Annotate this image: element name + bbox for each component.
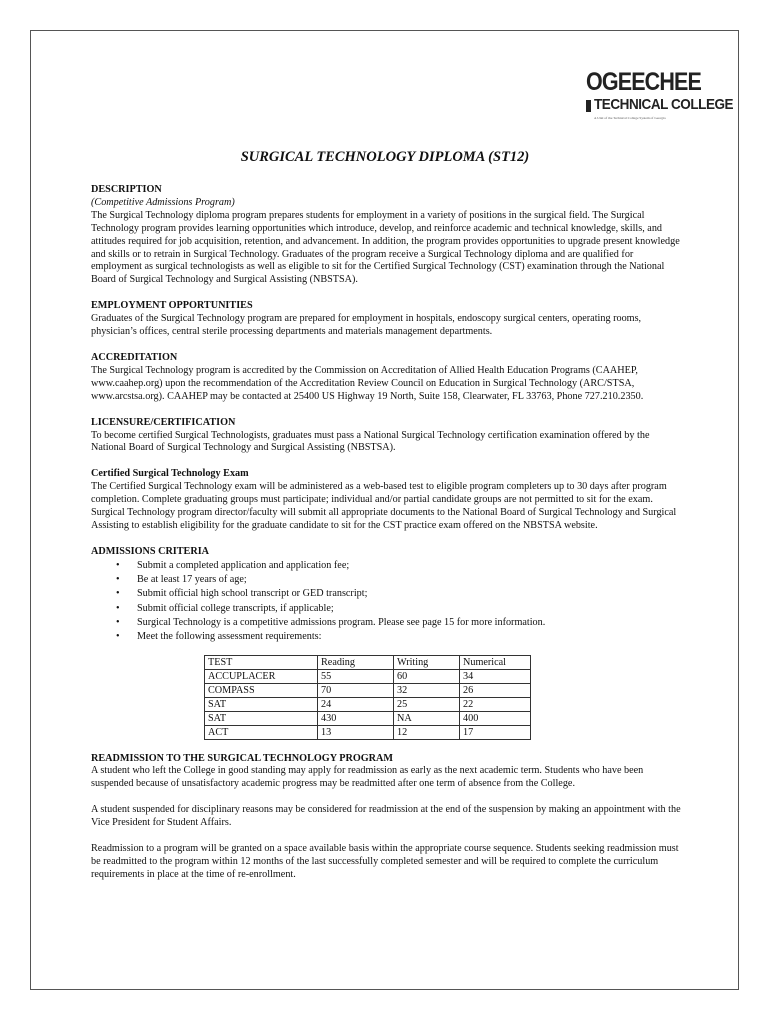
table-cell: 34 [460,669,531,683]
table-cell: NA [394,711,460,725]
table-cell: COMPASS [205,683,318,697]
list-item-text: Surgical Technology is a competitive admissions program. Please see page 15 for more information. [137,616,546,628]
table-cell: 26 [460,683,531,697]
licensure-text: To become certified Surgical Technologists, graduates must pass a National Surgical Technology certification examination offered by the National Board of Surgical Technology and Surgical Assisting (NBSTSA). [91,429,650,454]
list-item-text: Submit official college transcripts, if applicable; [137,602,334,614]
exam-heading: Certified Surgical Technology Exam [91,468,249,480]
description-heading: DESCRIPTION [91,184,162,195]
table-cell: 70 [318,683,394,697]
table-cell: 400 [460,711,531,725]
document-title: SURGICAL TECHNOLOGY DIPLOMA (ST12) [240,149,530,165]
table-header: Reading [318,655,394,669]
table-cell: 22 [460,697,531,711]
table-row [205,711,531,725]
bullet-icon: • [116,602,120,614]
table-cell: 32 [394,683,460,697]
readmission-paragraph-1: A student who left the College in good standing may apply for readmission as early as the next academic term. Students who have been suspended because of unsatisfactory academic progress may be readmitted after one term of absence from the College. [91,765,644,790]
bullet-icon: • [116,588,120,600]
bullet-icon: • [116,559,120,571]
list-item-text: Submit a completed application and application fee; [137,559,350,571]
readmission-heading: READMISSION TO THE SURGICAL TECHNOLOGY PROGRAM [91,752,394,764]
list-item [91,616,683,630]
exam-text: The Certified Surgical Technology exam will be administered as a web-based test to eligible program completers up to 30 days after program completion. Complete graduating groups must participate; individual and/or partial candidate groups are not permitted to sit for the exam. Surgical Technology program director/faculty will submit all appropriate documents to the National Board of Surgical Technology and Surgical Assisting to establish eligibility for the graduate candidate to sit for the CST practice exam offered on the NBSTSA website. [91,481,677,531]
list-item [91,573,683,587]
table-cell: SAT [205,711,318,725]
list-item [91,630,683,644]
admissions-list [91,559,683,645]
list-item-text: Meet the following assessment requirements: [137,631,322,643]
accreditation-heading: ACCREDITATION [91,351,178,363]
table-header: Numerical [460,655,531,669]
table-cell: 13 [318,725,394,739]
table-cell: 24 [318,697,394,711]
assessment-table [204,655,531,740]
logo-tagline: A Unit of the Technical College System of Georgia [594,116,666,120]
licensure-heading: LICENSURE/CERTIFICATION [91,416,236,428]
table-cell: 25 [394,697,460,711]
logo-bar [586,100,591,112]
table-cell: ACT [205,725,318,739]
college-logo [586,68,734,132]
bullet-icon: • [116,574,120,586]
list-item [91,602,683,616]
logo-line-1: OGEECHEE [586,68,701,96]
description-subheading: (Competitive Admissions Program) [91,196,235,208]
list-item-text: Be at least 17 years of age; [137,574,247,586]
readmission-paragraph-2: A student suspended for disciplinary reasons may be considered for readmission at the end of the suspension by making an appointment with the Vice President for Student Affairs. [91,804,681,829]
employment-heading: EMPLOYMENT OPPORTUNITIES [91,300,253,312]
table-cell: 60 [394,669,460,683]
table-header-row [205,655,531,669]
table-cell: 430 [318,711,394,725]
table-cell: ACCUPLACER [205,669,318,683]
table-row [205,669,531,683]
table-cell: 55 [318,669,394,683]
admissions-heading: ADMISSIONS CRITERIA [91,545,210,557]
table-row [205,683,531,697]
table-cell: 12 [394,725,460,739]
table-cell: SAT [205,697,318,711]
list-item [91,587,683,601]
list-item [91,559,683,573]
table-cell: 17 [460,725,531,739]
table-header: Writing [394,655,460,669]
readmission-paragraph-3: Readmission to a program will be granted on a space available basis within the appropriate course sequence. Students seeking readmission must be readmitted to the program within 12 months of the last successfully completed semester and will be required to complete the curriculum requirements in place at the time of re-enrollment. [91,843,679,880]
bullet-icon: • [116,616,120,628]
bullet-icon: • [116,631,120,643]
employment-text: Graduates of the Surgical Technology program are prepared for employment in hospitals, endoscopy surgical centers, operating rooms, physician’s offices, central sterile processing departments and materials management departments. [91,313,642,338]
accreditation-text: The Surgical Technology program is accredited by the Commission on Accreditation of Allied Health Education Programs (CAAHEP, www.caahep.org) upon the recommendation of the Accreditation Review Council on Education in Surgical Technology (ARC/STSA, www.arcstsa.org). CAAHEP may be contacted at 25400 US Highway 19 North, Suite 158, Clearwater, FL 33763, Phone 727.210.2350. [91,364,644,402]
document-body [91,184,683,882]
table-header: TEST [205,655,318,669]
table-row [205,725,531,739]
table-row [205,697,531,711]
list-item-text: Submit official high school transcript or GED transcript; [137,588,368,600]
logo-line-2: TECHNICAL COLLEGE [594,96,734,113]
description-text: The Surgical Technology diploma program prepares students for employment in a variety of positions in the surgical field. The Surgical Technology program provides learning opportunities which introduce, develop, and reinforce academic and technical knowledge, skills, and attitudes required for job acquisition, retention, and advancement. In addition, the program provides opportunities to upgrade present knowledge and skills or to retrain in Surgical Technology. Graduates of the program receive a Surgical Technology diploma and are qualified for employment as surgical technologists as well as eligible to sit for the Certified Surgical Technology (CST) examination through the National Board of Surgical Technology and Surgical Assisting (NBSTSA). [91,209,680,286]
